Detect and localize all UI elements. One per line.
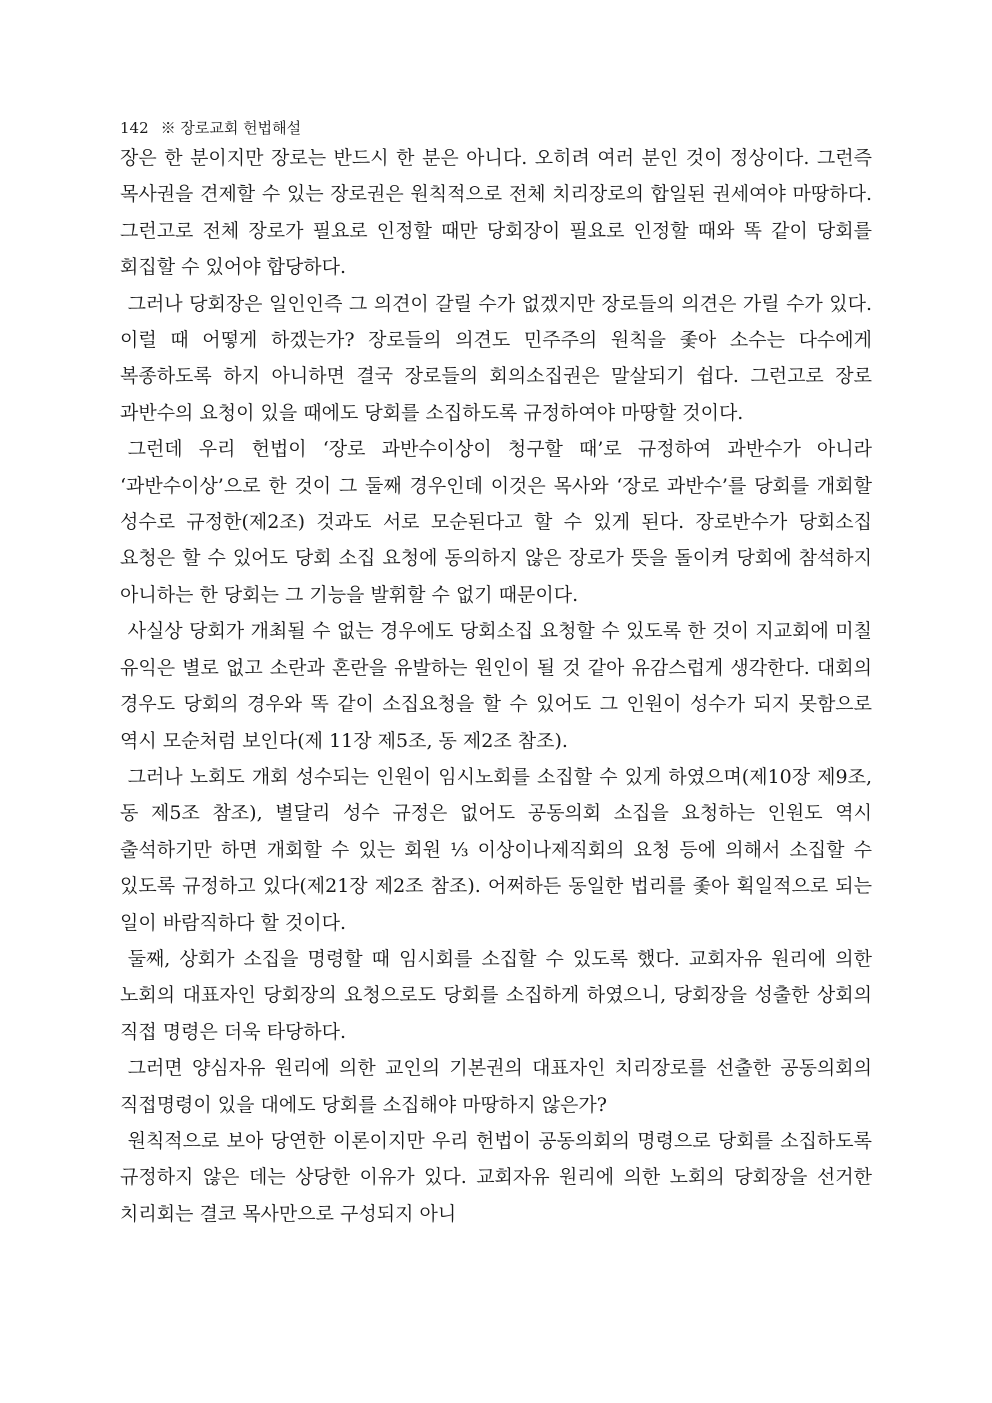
body-text xyxy=(120,140,872,1232)
paragraph-4: 사실상 당회가 개최될 수 없는 경우에도 당회소집 요청할 수 있도록 한 것이 지교회에 미칠 유익은 별로 없고 소란과 혼란을 유발하는 원인이 될 것 같아 유감스럽게 생각한다. 대회의 경우도 당회의 경우와 똑 같이 소집요청을 할 수 있어도 그 인원이 성수가 되지 못함으로 역시 모순처럼 보인다(제 11장 제5조, 동 제2조 참조). xyxy=(120,620,872,752)
paragraph-2: 그러나 당회장은 일인인즉 그 의견이 갈릴 수가 없겠지만 장로들의 의견은 가릴 수가 있다. 이럴 때 어떻게 하겠는가? 장로들의 의견도 민주주의 원칙을 좇아 소수는 다수에게 복종하도록 하지 아니하면 결국 장로들의 회의소집권은 말살되기 쉽다. 그런고로 장로 과반수의 요청이 있을 때에도 당회를 소집하도록 규정하여야 마땅할 것이다. xyxy=(120,292,872,424)
paragraph-6: 둘째, 상회가 소집을 명령할 때 임시회를 소집할 수 있도록 했다. 교회자유 원리에 의한 노회의 대표자인 당회장의 요청으로도 당회를 소집하게 하였으니, 당회장을 성출한 상회의 직접 명령은 더욱 타당하다. xyxy=(120,947,872,1043)
paragraph-7: 그러면 양심자유 원리에 의한 교인의 기본권의 대표자인 치리장로를 선출한 공동의회의 직접명령이 있을 대에도 당회를 소집해야 마땅하지 않은가? xyxy=(120,1057,872,1116)
page-number: 142 xyxy=(120,119,149,137)
paragraph-5: 그러나 노회도 개회 성수되는 인원이 임시노회를 소집할 수 있게 하였으며(제10장 제9조, 동 제5조 참조), 별달리 성수 규정은 없어도 공동의회 소집을 요청하는 인원도 역시 출석하기만 하면 개회할 수 있는 회원 ⅓ 이상이나제직회의 요청 등에 의해서 소집할 수 있도록 규정하고 있다(제21장 제2조 참조). 어쩌하든 동일한 법리를 좇아 획일적으로 되는 일이 바람직하다 할 것이다. xyxy=(120,765,872,934)
running-header xyxy=(120,118,301,138)
paragraph-1: 장은 한 분이지만 장로는 반드시 한 분은 아니다. 오히려 여러 분인 것이 정상이다. 그런즉 목사권을 견제할 수 있는 장로권은 원칙적으로 전체 치리장로의 합일된 권세여야 마땅하다. 그런고로 전체 장로가 필요로 인정할 때만 당회장이 필요로 인정할 때와 똑 같이 당회를 회집할 수 있어야 합당하다. xyxy=(120,147,872,279)
running-title: ※ 장로교회 헌법해설 xyxy=(160,119,302,137)
paragraph-3: 그런데 우리 헌법이 ‘장로 과반수이상이 청구할 때’로 규정하여 과반수가 아니라 ‘과반수이상’으로 한 것이 그 둘째 경우인데 이것은 목사와 ‘장로 과반수’를 당회를 개회할 성수로 규정한(제2조) 것과도 서로 모순된다고 할 수 있게 된다. 장로반수가 당회소집 요청은 할 수 있어도 당회 소집 요청에 동의하지 않은 장로가 뜻을 돌이켜 당회에 참석하지 아니하는 한 당회는 그 기능을 발휘할 수 없기 때문이다. xyxy=(120,438,872,606)
paragraph-8: 원칙적으로 보아 당연한 이론이지만 우리 헌법이 공동의회의 명령으로 당회를 소집하도록 규정하지 않은 데는 상당한 이유가 있다. 교회자유 원리에 의한 노회의 당회장을 선거한 치리회는 결코 목사만으로 구성되지 아니 xyxy=(120,1129,872,1225)
